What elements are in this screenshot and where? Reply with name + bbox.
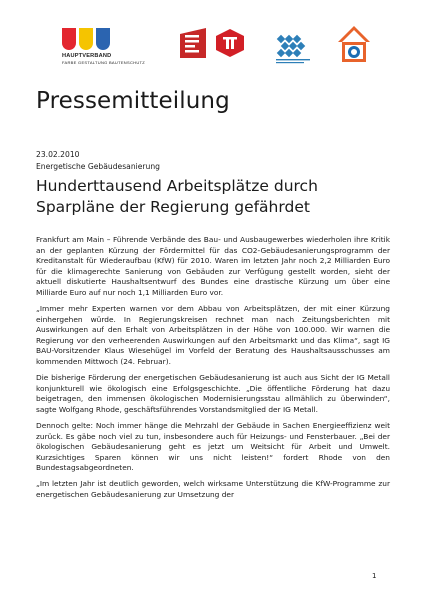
hauptverband-title: HAUPTVERBAND	[62, 53, 112, 59]
release-date: 23.02.2010	[36, 150, 80, 159]
zdh-logo	[274, 34, 312, 64]
paragraph-3: Die bisherige Förderung der energetischen Gebäudesanierung ist auch aus Sicht der IG Metall konjunkturell wie ökologisch eine Erfolgsgeschichte. „Die öffentliche Förderung hat dazu beigetragen, den immensen ökologischen Modernisierungsstau allmählich zu überwinden“, sagte Wolfgang Rhode, geschäftsführendes Vorstandsmitglied der IG Metall.	[36, 373, 390, 414]
ig-metall-logo	[215, 28, 245, 58]
paragraph-1: Frankfurt am Main – Führende Verbände des Bau- und Ausbaugewerbes wiederholen ihre Kritik an der geplanten Kürzung der Fördermittel für das CO2-Gebäudesanierungsprogramm der Kreditanstalt für Wiederaufbau (KfW) für 2010. Waren im letzten Jahr noch 2,2 Milliarden Euro für die klimagerechte Sanierung von Gebäuden zur Verfügung gestellt worden, sieht der aktuell diskutierte Haushaltsentwurf des Bundes eine drastische Kürzung um über eine Milliarde Euro auf nur noch 1,1 Milliarden Euro vor.	[36, 235, 390, 297]
headline-line-1: Hunderttausend Arbeitsplätze durch	[36, 177, 318, 195]
headline	[36, 176, 396, 218]
logo-bar	[0, 20, 424, 80]
headline-line-2: Sparpläne der Regierung gefährdet	[36, 198, 310, 216]
body-text	[36, 235, 390, 506]
craft-association-logo	[176, 26, 210, 60]
paragraph-2: „Immer mehr Experten warnen vor dem Abbau von Arbeitsplätzen, der mit einer Kürzung einhergehen würde. In Regierungskreisen rechnet man nach Zeitungsberichten mit Auswirkungen auf den Erhalt von Arbeitsplätzen in der Höhe von 100.000. Wir warnen die Regierung vor den verheerenden Auswirkungen auf den Arbeitsmarkt und das Klima“, sagt IG BAU-Vorsitzender Klaus Wiesehügel im Vorfeld der Beratung des Haushaltsausschusses am kommenden Mittwoch (24. Februar).	[36, 304, 390, 367]
paragraph-4: Dennoch gelte: Noch immer hänge die Mehrzahl der Gebäude in Sachen Energieeffizienz weit zurück. Es gäbe noch viel zu tun, insbesondere auch für Heizungs- und Fensterbauer. „Bei der ökologischen Gebäudesanierung geht es jetzt um Weitsicht für Arbeit und Umwelt. Kurzsichtiges Sparen können wir uns nicht leisten!“ fordert Rhode von den Bundestagsabgeordneten.	[36, 421, 390, 473]
hauptverband-subtitle: FARBE GESTALTUNG BAUTENSCHUTZ	[62, 60, 146, 65]
hauptverband-tiles	[62, 28, 162, 50]
blue-tile	[96, 28, 110, 50]
house-roof-logo	[337, 24, 371, 64]
hauptverband-logo	[62, 28, 162, 65]
page-number: 1	[372, 572, 377, 580]
topic-label: Energetische Gebäudesanierung	[36, 162, 160, 171]
page-title: Pressemitteilung	[36, 88, 230, 114]
red-tile	[62, 28, 76, 50]
yellow-tile	[79, 28, 93, 50]
paragraph-5: „Im letzten Jahr ist deutlich geworden, welch wirksame Unterstützung die KfW-Programme zur energetischen Gebäudesanierung zur Umsetzung der	[36, 479, 390, 500]
